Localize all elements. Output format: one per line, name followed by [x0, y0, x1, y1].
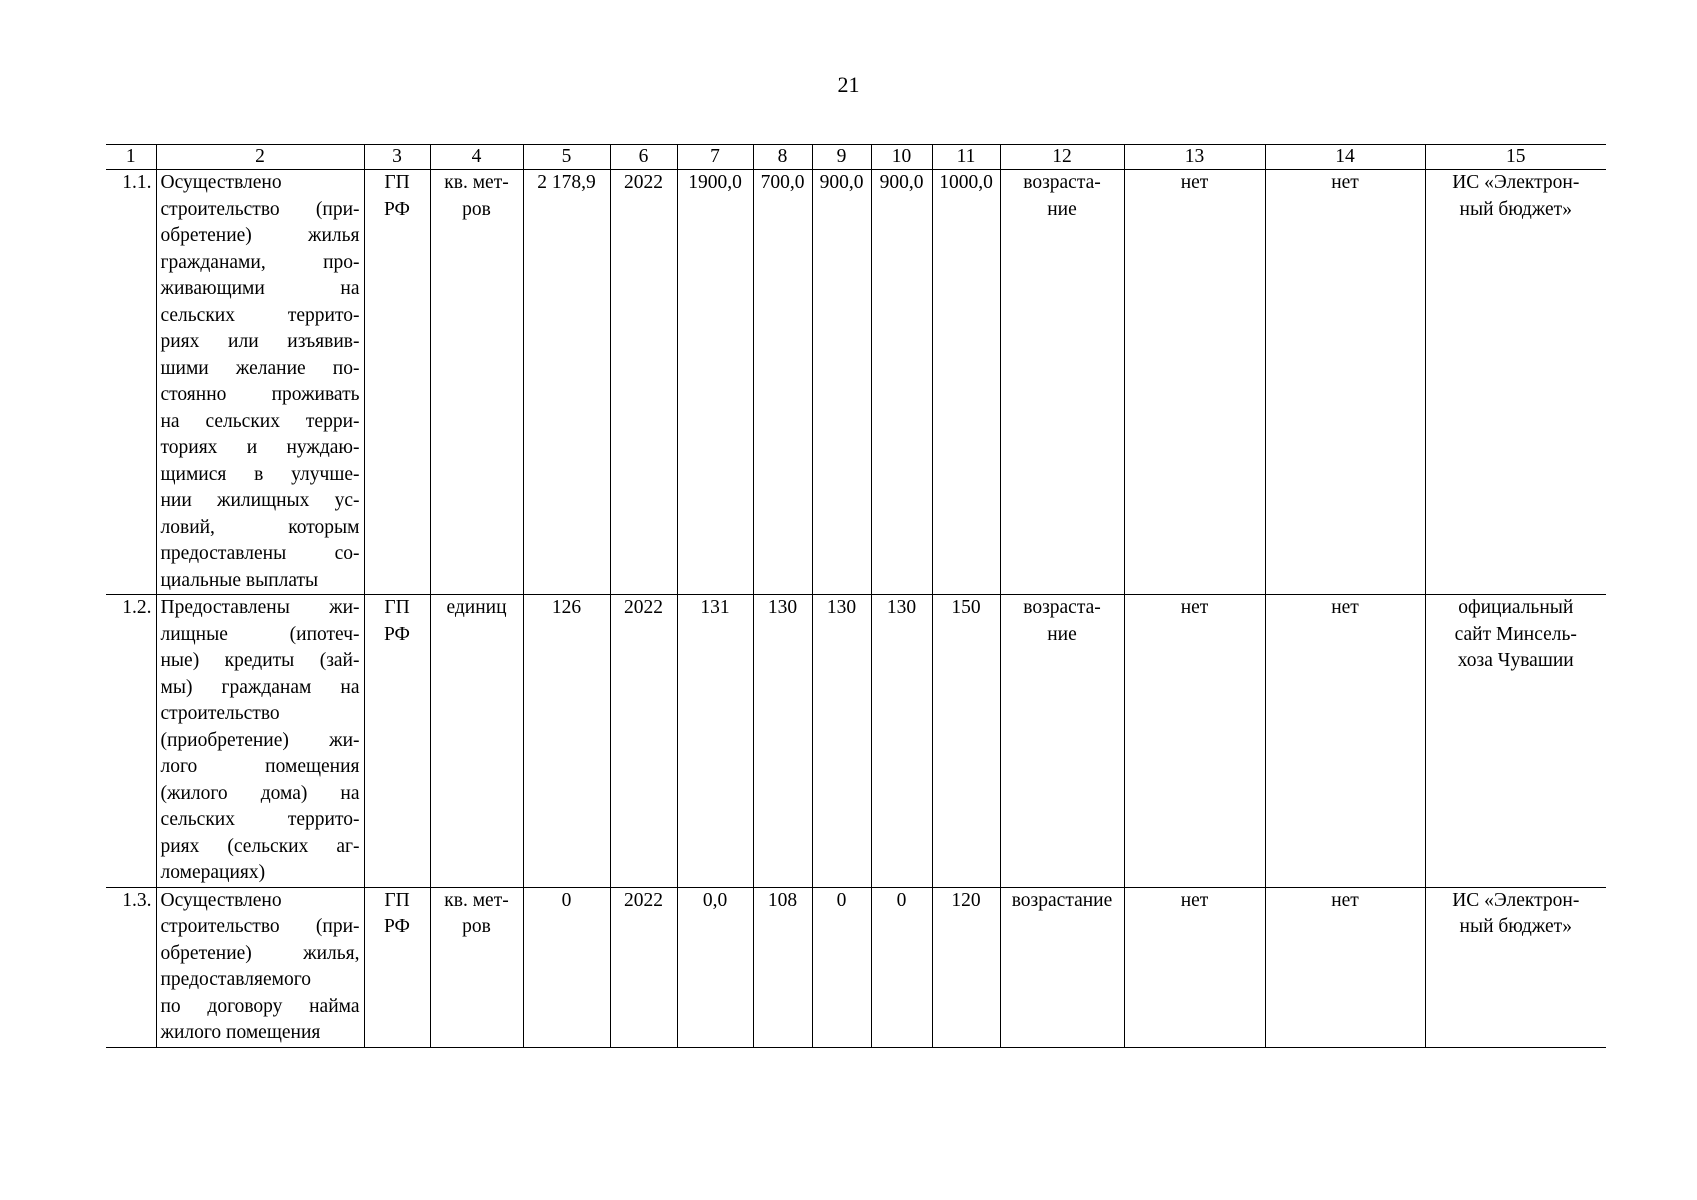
base-year-cell: 2022 — [610, 170, 677, 595]
unit-line: ров — [462, 916, 491, 937]
level-cell — [364, 595, 430, 888]
indicators-table — [106, 144, 1606, 1048]
description-line: риях или изъявив- — [160, 331, 360, 352]
trend-line: возраста- — [1023, 597, 1101, 618]
column-header: 12 — [1000, 145, 1124, 170]
description-line: циальные выплаты — [160, 569, 319, 591]
level-line: ГП — [384, 172, 410, 193]
cumulative-cell: нет — [1124, 170, 1265, 595]
value-2024-cell: 108 — [753, 887, 812, 1047]
value-2024-cell: 130 — [753, 595, 812, 888]
source-line: сайт Минсель- — [1454, 623, 1577, 645]
description-line: строительство (при- — [160, 198, 360, 220]
column-header: 5 — [523, 145, 610, 170]
table-body — [106, 170, 1606, 1048]
source-cell — [1425, 170, 1606, 595]
value-2023-cell: 1900,0 — [677, 170, 753, 595]
column-header: 15 — [1425, 145, 1606, 170]
description-line: Осуществлено — [160, 889, 282, 911]
description-cell — [156, 887, 364, 1047]
description-line: сельских террито- — [160, 304, 360, 326]
level-cell — [364, 887, 430, 1047]
description-line: лого помещения — [160, 756, 360, 777]
value-2025-cell: 0 — [812, 887, 871, 1047]
unit-cell — [430, 595, 523, 888]
description-line: обретение) жилья — [160, 225, 360, 246]
description-line: жилого помещения — [160, 1022, 321, 1043]
table-row — [106, 595, 1606, 888]
description-line: строительство (при- — [160, 916, 360, 937]
unit-cell — [430, 887, 523, 1047]
base-year-cell: 2022 — [610, 887, 677, 1047]
description-line: предоставляемого — [160, 969, 311, 990]
description-line: обретение) жилья, — [160, 942, 360, 964]
column-header: 1 — [106, 145, 156, 170]
unit-line: кв. мет- — [444, 172, 509, 193]
value-2023-cell: 0,0 — [677, 887, 753, 1047]
description-line: на сельских терри- — [160, 410, 360, 432]
description-line: строительство — [160, 703, 280, 724]
description-line: стоянно проживать — [160, 384, 360, 405]
column-header: 3 — [364, 145, 430, 170]
level-line: РФ — [384, 198, 410, 220]
table-header-row — [106, 145, 1606, 170]
column-header: 2 — [156, 145, 364, 170]
value-2026-cell: 130 — [871, 595, 932, 888]
trend-cell — [1000, 595, 1124, 888]
level-line: ГП — [384, 597, 410, 618]
column-header: 7 — [677, 145, 753, 170]
column-header: 11 — [932, 145, 1000, 170]
value-2026-cell: 900,0 — [871, 170, 932, 595]
unit-line: кв. мет- — [444, 889, 509, 911]
column-header: 8 — [753, 145, 812, 170]
level-cell — [364, 170, 430, 595]
source-line: официальный — [1458, 597, 1574, 618]
description-line: по договору найма — [160, 995, 360, 1017]
description-cell — [156, 170, 364, 595]
trend-line: возрастание — [1011, 889, 1113, 911]
column-header: 13 — [1124, 145, 1265, 170]
column-header: 14 — [1265, 145, 1425, 170]
level-line: ГП — [384, 889, 410, 911]
description-line: мы) гражданам на — [160, 676, 360, 698]
description-line: щимися в улучше- — [160, 463, 360, 485]
source-cell — [1425, 887, 1606, 1047]
value-2024-cell: 700,0 — [753, 170, 812, 595]
description-cell — [156, 595, 364, 888]
source-cell — [1425, 595, 1606, 888]
source-line: ИС «Электрон- — [1452, 172, 1580, 193]
cumulative-cell: нет — [1124, 887, 1265, 1047]
value-2026-cell: 0 — [871, 887, 932, 1047]
description-line: ториях и нуждаю- — [160, 437, 360, 458]
description-line: гражданами, про- — [160, 251, 360, 273]
description-line: ломерациях) — [160, 862, 266, 883]
trend-line: ние — [1047, 198, 1077, 220]
trend-line: возраста- — [1023, 172, 1101, 193]
description-line: предоставлены со- — [160, 543, 360, 564]
value-2030-cell: 1000,0 — [932, 170, 1000, 595]
description-line: сельских террито- — [160, 809, 360, 830]
unit-line: ров — [462, 198, 491, 220]
row-number-cell: 1.2. — [106, 595, 156, 888]
column-header: 6 — [610, 145, 677, 170]
row-number-cell: 1.1. — [106, 170, 156, 595]
level-line: РФ — [384, 623, 410, 645]
value-2023-cell: 131 — [677, 595, 753, 888]
description-line: риях (сельских аг- — [160, 835, 360, 857]
decomposed-cell: нет — [1265, 170, 1425, 595]
value-2025-cell: 130 — [812, 595, 871, 888]
level-line: РФ — [384, 916, 410, 937]
base-value-cell: 0 — [523, 887, 610, 1047]
source-line: ИС «Электрон- — [1452, 889, 1580, 911]
description-line: ные) кредиты (зай- — [160, 650, 360, 671]
value-2025-cell: 900,0 — [812, 170, 871, 595]
description-line: шими желание по- — [160, 357, 360, 379]
description-line: (приобретение) жи- — [160, 729, 360, 751]
base-value-cell: 2 178,9 — [523, 170, 610, 595]
row-number-cell: 1.3. — [106, 887, 156, 1047]
cumulative-cell: нет — [1124, 595, 1265, 888]
trend-cell — [1000, 887, 1124, 1047]
source-line: хоза Чувашии — [1457, 650, 1574, 671]
decomposed-cell: нет — [1265, 887, 1425, 1047]
column-header: 9 — [812, 145, 871, 170]
description-line: (жилого дома) на — [160, 782, 360, 804]
value-2030-cell: 120 — [932, 887, 1000, 1047]
trend-cell — [1000, 170, 1124, 595]
description-line: Предоставлены жи- — [160, 597, 360, 618]
unit-cell — [430, 170, 523, 595]
source-line: ный бюджет» — [1459, 198, 1572, 220]
decomposed-cell: нет — [1265, 595, 1425, 888]
value-2030-cell: 150 — [932, 595, 1000, 888]
description-line: нии жилищных ус- — [160, 490, 360, 511]
description-line: живающими на — [160, 278, 360, 299]
description-line: Осуществлено — [160, 172, 282, 193]
table-row — [106, 170, 1606, 595]
unit-line: единиц — [446, 597, 507, 618]
description-line: ловий, которым — [160, 516, 360, 538]
column-header: 10 — [871, 145, 932, 170]
trend-line: ние — [1047, 623, 1077, 645]
page-number: 21 — [837, 72, 860, 97]
base-value-cell: 126 — [523, 595, 610, 888]
table-row — [106, 887, 1606, 1047]
source-line: ный бюджет» — [1459, 916, 1572, 937]
column-header: 4 — [430, 145, 523, 170]
description-line: лищные (ипотеч- — [160, 623, 360, 645]
base-year-cell: 2022 — [610, 595, 677, 888]
